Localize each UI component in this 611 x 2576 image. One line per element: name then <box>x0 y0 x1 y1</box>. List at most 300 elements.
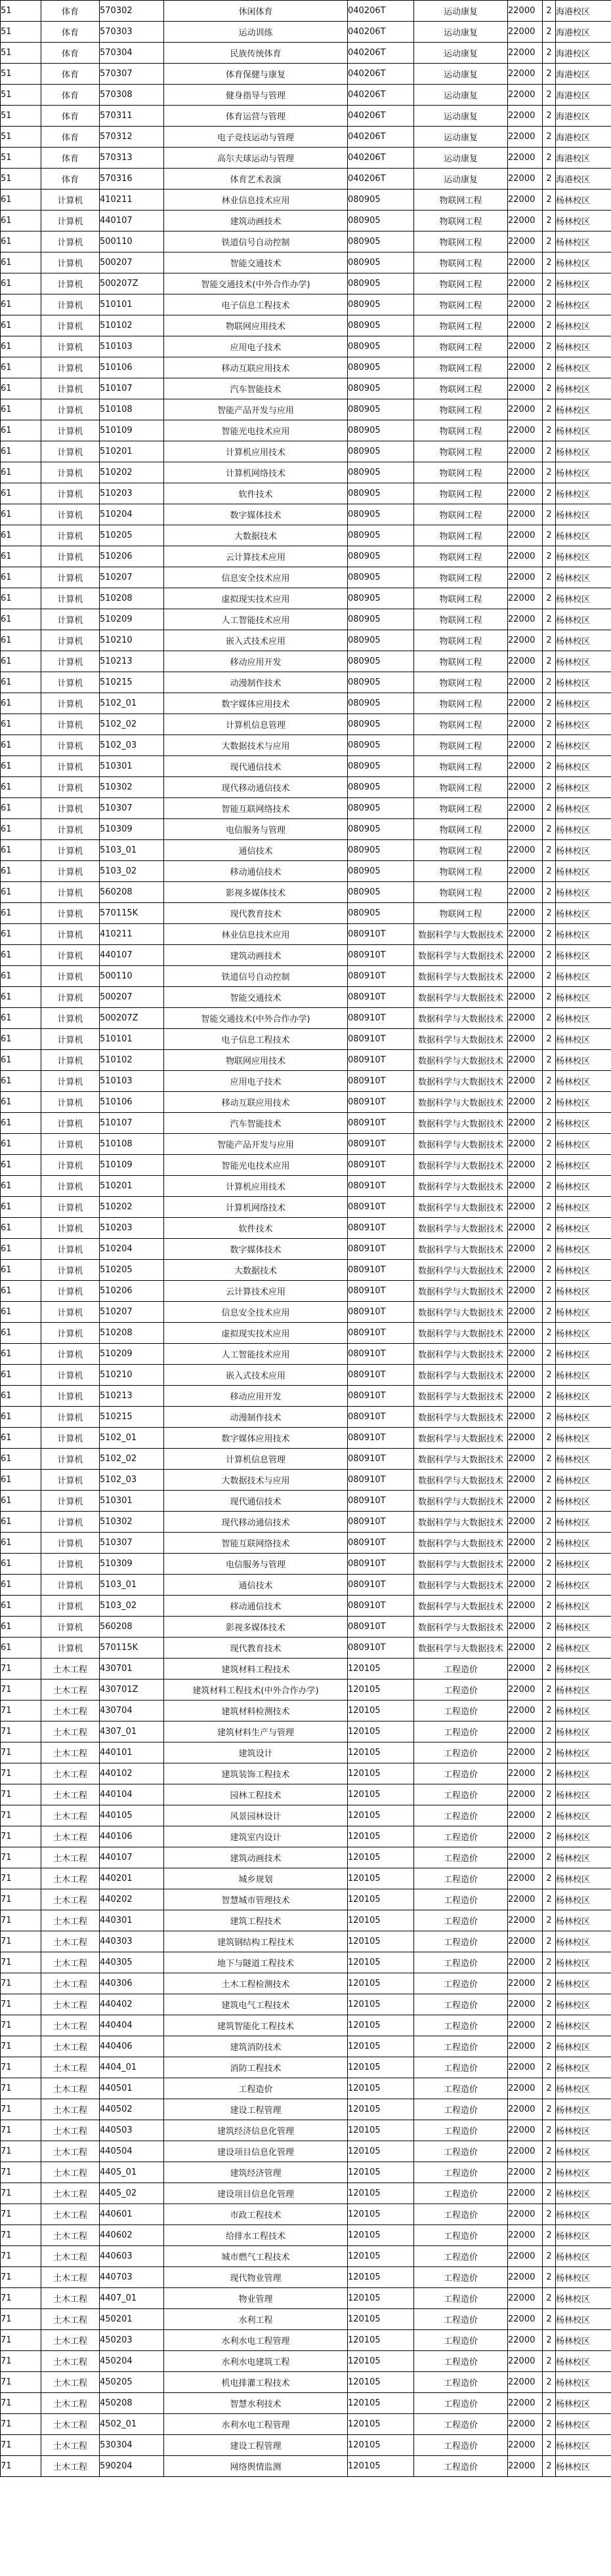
table-row <box>1 315 611 336</box>
program-name-cell: 运动康复 <box>414 1 508 22</box>
program-name-cell: 工程造价 <box>414 2099 508 2120</box>
major-code-cell: 440406 <box>100 2036 164 2057</box>
major-code-cell: 510201 <box>100 441 164 462</box>
major-code-cell: 440201 <box>100 1868 164 1889</box>
years-cell: 2 <box>543 588 556 609</box>
category-name-cell: 土木工程 <box>41 1994 100 2015</box>
category-code-cell: 61 <box>1 1365 41 1386</box>
major-name-cell: 建筑电气工程技术 <box>164 1994 348 2015</box>
years-cell: 2 <box>543 273 556 294</box>
category-name-cell: 土木工程 <box>41 2267 100 2288</box>
program-code-cell: 080910T <box>348 1365 414 1386</box>
program-code-cell: 120105 <box>348 1994 414 2015</box>
program-code-cell: 080910T <box>348 1449 414 1470</box>
major-name-cell: 计算机应用技术 <box>164 1176 348 1197</box>
program-name-cell: 物联网工程 <box>414 357 508 378</box>
category-name-cell: 计算机 <box>41 735 100 756</box>
major-name-cell: 智能交通技术(中外合作办学) <box>164 1008 348 1029</box>
program-name-cell: 工程造价 <box>414 1973 508 1994</box>
quota-cell: 22000 <box>508 1239 543 1260</box>
years-cell: 2 <box>543 1449 556 1470</box>
program-name-cell: 数据科学与大数据技术 <box>414 987 508 1008</box>
program-code-cell: 120105 <box>348 2015 414 2036</box>
table-row <box>1 1029 611 1050</box>
campus-cell: 杨林校区 <box>556 1491 611 1512</box>
major-name-cell: 水利水电建筑工程 <box>164 2351 348 2372</box>
years-cell: 2 <box>543 1470 556 1491</box>
years-cell: 2 <box>543 1533 556 1554</box>
program-name-cell: 工程造价 <box>414 2015 508 2036</box>
years-cell: 2 <box>543 1512 556 1533</box>
quota-cell: 22000 <box>508 2246 543 2267</box>
major-code-cell: 5103_02 <box>100 861 164 882</box>
program-code-cell: 120105 <box>348 1847 414 1868</box>
program-name-cell: 数据科学与大数据技术 <box>414 1428 508 1449</box>
category-code-cell: 61 <box>1 1491 41 1512</box>
category-name-cell: 计算机 <box>41 1176 100 1197</box>
major-name-cell: 数字媒体应用技术 <box>164 1428 348 1449</box>
years-cell: 2 <box>543 1071 556 1092</box>
campus-cell: 杨林校区 <box>556 1868 611 1889</box>
category-code-cell: 61 <box>1 1512 41 1533</box>
category-code-cell: 71 <box>1 1826 41 1847</box>
program-name-cell: 工程造价 <box>414 2309 508 2330</box>
program-code-cell: 120105 <box>348 2288 414 2309</box>
category-code-cell: 71 <box>1 1868 41 1889</box>
category-name-cell: 土木工程 <box>41 2225 100 2246</box>
table-row <box>1 2225 611 2246</box>
major-code-cell: 440202 <box>100 1889 164 1910</box>
years-cell: 2 <box>543 1973 556 1994</box>
table-row <box>1 714 611 735</box>
table-row <box>1 85 611 106</box>
campus-cell: 杨林校区 <box>556 714 611 735</box>
campus-cell: 杨林校区 <box>556 1742 611 1763</box>
table-row <box>1 924 611 945</box>
quota-cell: 22000 <box>508 2372 543 2393</box>
category-code-cell: 71 <box>1 1763 41 1784</box>
table-row <box>1 504 611 525</box>
major-name-cell: 计算机应用技术 <box>164 441 348 462</box>
category-name-cell: 计算机 <box>41 1386 100 1407</box>
major-code-cell: 5102_02 <box>100 714 164 735</box>
program-name-cell: 数据科学与大数据技术 <box>414 1092 508 1113</box>
table-row <box>1 966 611 987</box>
major-code-cell: 510208 <box>100 1323 164 1344</box>
quota-cell: 22000 <box>508 357 543 378</box>
program-code-cell: 080905 <box>348 525 414 546</box>
major-code-cell: 4307_01 <box>100 1721 164 1742</box>
program-name-cell: 物联网工程 <box>414 211 508 231</box>
program-code-cell: 080910T <box>348 1407 414 1428</box>
major-name-cell: 智慧水利技术 <box>164 2393 348 2414</box>
major-name-cell: 休闲体育 <box>164 1 348 22</box>
years-cell: 2 <box>543 819 556 840</box>
category-name-cell: 土木工程 <box>41 2393 100 2414</box>
table-row <box>1 1805 611 1826</box>
program-name-cell: 数据科学与大数据技术 <box>414 1302 508 1323</box>
category-name-cell: 计算机 <box>41 819 100 840</box>
major-code-cell: 5102_02 <box>100 1449 164 1470</box>
program-code-cell: 080905 <box>348 211 414 231</box>
program-name-cell: 数据科学与大数据技术 <box>414 1449 508 1470</box>
table-row <box>1 1952 611 1973</box>
years-cell: 2 <box>543 2414 556 2435</box>
years-cell: 2 <box>543 252 556 273</box>
program-name-cell: 物联网工程 <box>414 273 508 294</box>
major-code-cell: 510213 <box>100 651 164 672</box>
campus-cell: 杨林校区 <box>556 2309 611 2330</box>
quota-cell: 22000 <box>508 190 543 211</box>
category-name-cell: 计算机 <box>41 588 100 609</box>
category-name-cell: 土木工程 <box>41 1889 100 1910</box>
campus-cell: 杨林校区 <box>556 2393 611 2414</box>
program-code-cell: 120105 <box>348 1659 414 1680</box>
category-name-cell: 计算机 <box>41 1449 100 1470</box>
years-cell: 2 <box>543 966 556 987</box>
program-code-cell: 120105 <box>348 2162 414 2183</box>
years-cell: 2 <box>543 1638 556 1659</box>
program-code-cell: 120105 <box>348 2393 414 2414</box>
major-name-cell: 建筑动画技术 <box>164 945 348 966</box>
quota-cell: 22000 <box>508 2309 543 2330</box>
major-name-cell: 健身指导与管理 <box>164 85 348 106</box>
years-cell: 2 <box>543 85 556 106</box>
program-name-cell: 数据科学与大数据技术 <box>414 1491 508 1512</box>
years-cell: 2 <box>543 546 556 567</box>
table-row <box>1 1407 611 1428</box>
category-name-cell: 土木工程 <box>41 1973 100 1994</box>
major-code-cell: 440107 <box>100 1847 164 1868</box>
category-name-cell: 土木工程 <box>41 2246 100 2267</box>
program-code-cell: 120105 <box>348 2267 414 2288</box>
years-cell: 2 <box>543 420 556 441</box>
program-name-cell: 物联网工程 <box>414 588 508 609</box>
category-name-cell: 计算机 <box>41 1029 100 1050</box>
major-code-cell: 5102_03 <box>100 735 164 756</box>
category-name-cell: 土木工程 <box>41 2288 100 2309</box>
category-name-cell: 计算机 <box>41 252 100 273</box>
major-code-cell: 440105 <box>100 1805 164 1826</box>
program-code-cell: 080905 <box>348 588 414 609</box>
years-cell: 2 <box>543 1281 556 1302</box>
major-name-cell: 工程造价 <box>164 2078 348 2099</box>
table-row <box>1 1470 611 1491</box>
category-name-cell: 土木工程 <box>41 2120 100 2141</box>
program-name-cell: 数据科学与大数据技术 <box>414 1281 508 1302</box>
category-name-cell: 计算机 <box>41 882 100 903</box>
years-cell: 2 <box>543 2267 556 2288</box>
program-code-cell: 080905 <box>348 903 414 924</box>
program-name-cell: 数据科学与大数据技术 <box>414 1470 508 1491</box>
quota-cell: 22000 <box>508 2393 543 2414</box>
quota-cell: 22000 <box>508 1533 543 1554</box>
major-code-cell: 510302 <box>100 1512 164 1533</box>
campus-cell: 杨林校区 <box>556 1910 611 1931</box>
table-row <box>1 1617 611 1638</box>
major-code-cell: 510213 <box>100 1386 164 1407</box>
quota-cell: 22000 <box>508 798 543 819</box>
program-code-cell: 040206T <box>348 64 414 85</box>
major-name-cell: 计算机网络技术 <box>164 1197 348 1218</box>
program-code-cell: 080905 <box>348 504 414 525</box>
years-cell: 2 <box>543 106 556 127</box>
years-cell: 2 <box>543 462 556 483</box>
category-code-cell: 61 <box>1 315 41 336</box>
program-code-cell: 080910T <box>348 1113 414 1134</box>
quota-cell: 22000 <box>508 588 543 609</box>
category-name-cell: 体育 <box>41 64 100 85</box>
campus-cell: 杨林校区 <box>556 190 611 211</box>
campus-cell: 杨林校区 <box>556 2162 611 2183</box>
quota-cell: 22000 <box>508 651 543 672</box>
campus-cell: 杨林校区 <box>556 252 611 273</box>
years-cell: 2 <box>543 945 556 966</box>
major-code-cell: 440303 <box>100 1931 164 1952</box>
major-name-cell: 智能光电技术应用 <box>164 420 348 441</box>
category-name-cell: 计算机 <box>41 1470 100 1491</box>
category-name-cell: 计算机 <box>41 273 100 294</box>
quota-cell: 22000 <box>508 1701 543 1721</box>
major-name-cell: 计算机网络技术 <box>164 462 348 483</box>
quota-cell: 22000 <box>508 1176 543 1197</box>
category-name-cell: 土木工程 <box>41 2141 100 2162</box>
quota-cell: 22000 <box>508 840 543 861</box>
category-code-cell: 61 <box>1 1617 41 1638</box>
major-code-cell: 570311 <box>100 106 164 127</box>
program-name-cell: 工程造价 <box>414 1742 508 1763</box>
program-code-cell: 080910T <box>348 924 414 945</box>
major-code-cell: 570302 <box>100 1 164 22</box>
campus-cell: 杨林校区 <box>556 1092 611 1113</box>
program-name-cell: 工程造价 <box>414 2267 508 2288</box>
program-name-cell: 工程造价 <box>414 2078 508 2099</box>
table-row <box>1 252 611 273</box>
campus-cell: 杨林校区 <box>556 1533 611 1554</box>
years-cell: 2 <box>543 1868 556 1889</box>
category-code-cell: 61 <box>1 924 41 945</box>
campus-cell: 杨林校区 <box>556 1575 611 1596</box>
program-code-cell: 040206T <box>348 106 414 127</box>
category-name-cell: 计算机 <box>41 420 100 441</box>
quota-cell: 22000 <box>508 735 543 756</box>
program-code-cell: 040206T <box>348 169 414 190</box>
quota-cell: 22000 <box>508 2456 543 2477</box>
years-cell: 2 <box>543 1596 556 1617</box>
years-cell: 2 <box>543 378 556 399</box>
category-name-cell: 计算机 <box>41 1554 100 1575</box>
campus-cell: 杨林校区 <box>556 651 611 672</box>
category-code-cell: 61 <box>1 231 41 252</box>
program-code-cell: 080905 <box>348 336 414 357</box>
campus-cell: 杨林校区 <box>556 1428 611 1449</box>
major-code-cell: 510109 <box>100 420 164 441</box>
program-code-cell: 080910T <box>348 1281 414 1302</box>
quota-cell: 22000 <box>508 1491 543 1512</box>
category-name-cell: 计算机 <box>41 336 100 357</box>
category-name-cell: 土木工程 <box>41 2162 100 2183</box>
years-cell: 2 <box>543 651 556 672</box>
quota-cell: 22000 <box>508 43 543 64</box>
major-name-cell: 动漫制作技术 <box>164 672 348 693</box>
quota-cell: 22000 <box>508 714 543 735</box>
major-name-cell: 物联网应用技术 <box>164 1050 348 1071</box>
major-name-cell: 虚拟现实技术应用 <box>164 1323 348 1344</box>
category-code-cell: 61 <box>1 1092 41 1113</box>
category-name-cell: 土木工程 <box>41 1847 100 1868</box>
category-code-cell: 51 <box>1 22 41 43</box>
category-name-cell: 土木工程 <box>41 1805 100 1826</box>
category-code-cell: 61 <box>1 1113 41 1134</box>
major-name-cell: 智慧城市管理技术 <box>164 1889 348 1910</box>
category-code-cell: 61 <box>1 714 41 735</box>
campus-cell: 杨林校区 <box>556 2288 611 2309</box>
program-name-cell: 数据科学与大数据技术 <box>414 1218 508 1239</box>
program-code-cell: 040206T <box>348 1 414 22</box>
program-code-cell: 080905 <box>348 819 414 840</box>
quota-cell: 22000 <box>508 1721 543 1742</box>
years-cell: 2 <box>543 1763 556 1784</box>
program-code-cell: 120105 <box>348 1680 414 1701</box>
program-name-cell: 物联网工程 <box>414 609 508 630</box>
category-name-cell: 土木工程 <box>41 1742 100 1763</box>
campus-cell: 杨林校区 <box>556 1659 611 1680</box>
category-code-cell: 71 <box>1 1910 41 1931</box>
category-code-cell: 61 <box>1 1575 41 1596</box>
years-cell: 2 <box>543 1113 556 1134</box>
category-code-cell: 71 <box>1 1847 41 1868</box>
program-code-cell: 080905 <box>348 420 414 441</box>
program-code-cell: 120105 <box>348 2414 414 2435</box>
table-row <box>1 609 611 630</box>
years-cell: 2 <box>543 2288 556 2309</box>
table-row <box>1 1931 611 1952</box>
program-code-cell: 080905 <box>348 630 414 651</box>
program-code-cell: 080910T <box>348 1575 414 1596</box>
major-code-cell: 510307 <box>100 1533 164 1554</box>
category-name-cell: 体育 <box>41 22 100 43</box>
campus-cell: 杨林校区 <box>556 1386 611 1407</box>
table-row <box>1 1701 611 1721</box>
major-name-cell: 铁道信号自动控制 <box>164 231 348 252</box>
table-row <box>1 1113 611 1134</box>
years-cell: 2 <box>543 2435 556 2456</box>
program-code-cell: 080910T <box>348 1386 414 1407</box>
years-cell: 2 <box>543 1386 556 1407</box>
program-name-cell: 工程造价 <box>414 1805 508 1826</box>
major-name-cell: 建设项目信息化管理 <box>164 2141 348 2162</box>
major-name-cell: 软件技术 <box>164 1218 348 1239</box>
major-code-cell: 510209 <box>100 1344 164 1365</box>
program-code-cell: 120105 <box>348 2246 414 2267</box>
program-name-cell: 工程造价 <box>414 2456 508 2477</box>
campus-cell: 杨林校区 <box>556 2372 611 2393</box>
program-code-cell: 120105 <box>348 2036 414 2057</box>
campus-cell: 杨林校区 <box>556 861 611 882</box>
campus-cell: 杨林校区 <box>556 1826 611 1847</box>
campus-cell: 杨林校区 <box>556 211 611 231</box>
program-name-cell: 工程造价 <box>414 1680 508 1701</box>
category-code-cell: 61 <box>1 1470 41 1491</box>
quota-cell: 22000 <box>508 2078 543 2099</box>
years-cell: 2 <box>543 2099 556 2120</box>
category-name-cell: 计算机 <box>41 567 100 588</box>
category-code-cell: 61 <box>1 567 41 588</box>
category-name-cell: 体育 <box>41 169 100 190</box>
program-name-cell: 工程造价 <box>414 2120 508 2141</box>
major-code-cell: 570308 <box>100 85 164 106</box>
campus-cell: 杨林校区 <box>556 1952 611 1973</box>
campus-cell: 杨林校区 <box>556 1365 611 1386</box>
category-name-cell: 体育 <box>41 127 100 148</box>
major-name-cell: 建筑室内设计 <box>164 1826 348 1847</box>
campus-cell: 杨林校区 <box>556 882 611 903</box>
years-cell: 2 <box>543 840 556 861</box>
quota-cell: 22000 <box>508 148 543 169</box>
years-cell: 2 <box>543 1008 556 1029</box>
category-code-cell: 71 <box>1 2393 41 2414</box>
major-code-cell: 510106 <box>100 357 164 378</box>
major-code-cell: 5103_02 <box>100 1596 164 1617</box>
major-name-cell: 给排水工程技术 <box>164 2225 348 2246</box>
program-code-cell: 080910T <box>348 1239 414 1260</box>
major-code-cell: 4407_01 <box>100 2288 164 2309</box>
category-code-cell: 61 <box>1 819 41 840</box>
quota-cell: 22000 <box>508 1 543 22</box>
program-code-cell: 120105 <box>348 2435 414 2456</box>
quota-cell: 22000 <box>508 1155 543 1176</box>
campus-cell: 杨林校区 <box>556 735 611 756</box>
campus-cell: 杨林校区 <box>556 924 611 945</box>
category-name-cell: 计算机 <box>41 1617 100 1638</box>
table-row <box>1 1176 611 1197</box>
quota-cell: 22000 <box>508 2204 543 2225</box>
major-code-cell: 510207 <box>100 567 164 588</box>
category-name-cell: 计算机 <box>41 1428 100 1449</box>
category-name-cell: 土木工程 <box>41 2330 100 2351</box>
program-name-cell: 工程造价 <box>414 1784 508 1805</box>
category-code-cell: 51 <box>1 106 41 127</box>
program-name-cell: 工程造价 <box>414 2057 508 2078</box>
years-cell: 2 <box>543 693 556 714</box>
table-row <box>1 2120 611 2141</box>
major-code-cell: 450203 <box>100 2330 164 2351</box>
quota-cell: 22000 <box>508 2351 543 2372</box>
years-cell: 2 <box>543 2078 556 2099</box>
program-code-cell: 080910T <box>348 1218 414 1239</box>
table-row <box>1 1239 611 1260</box>
table-row <box>1 211 611 231</box>
category-code-cell: 61 <box>1 672 41 693</box>
program-code-cell: 120105 <box>348 2225 414 2246</box>
program-code-cell: 120105 <box>348 2330 414 2351</box>
category-code-cell: 71 <box>1 1742 41 1763</box>
quota-cell: 22000 <box>508 211 543 231</box>
major-code-cell: 440503 <box>100 2120 164 2141</box>
quota-cell: 22000 <box>508 2435 543 2456</box>
major-name-cell: 智能交通技术 <box>164 987 348 1008</box>
major-name-cell: 云计算技术应用 <box>164 546 348 567</box>
years-cell: 2 <box>543 1218 556 1239</box>
years-cell: 2 <box>543 2246 556 2267</box>
category-code-cell: 71 <box>1 2309 41 2330</box>
table-row <box>1 43 611 64</box>
major-name-cell: 现代通信技术 <box>164 756 348 777</box>
years-cell: 2 <box>543 1701 556 1721</box>
program-name-cell: 数据科学与大数据技术 <box>414 1512 508 1533</box>
major-code-cell: 570312 <box>100 127 164 148</box>
campus-cell: 杨林校区 <box>556 1071 611 1092</box>
